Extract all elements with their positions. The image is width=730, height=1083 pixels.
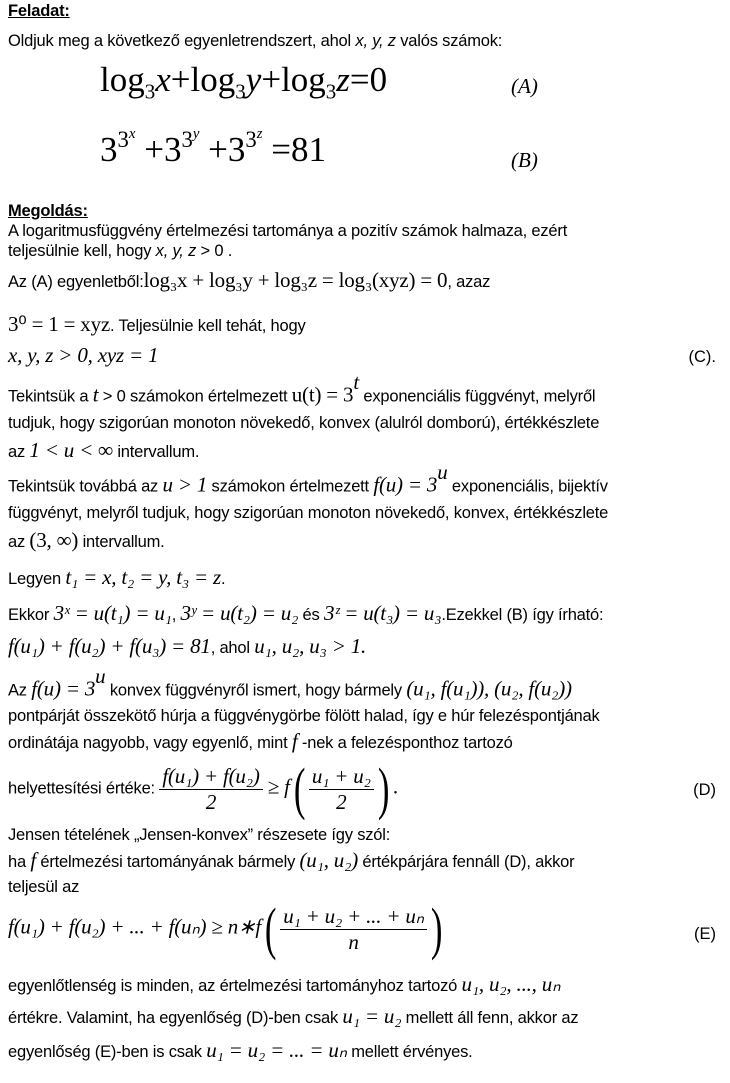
p17-a: értékre. Valamint, ha egyenlőség (D)-ben csak: [8, 1009, 343, 1027]
p10-line2: pontpárját összekötő húrja a függvénygörbe fölött halad, így e húr felezéspontjának: [8, 707, 600, 725]
b-base3: 3: [227, 130, 246, 169]
p11-end: .: [392, 774, 398, 799]
p5-l3-math: 1 < u < ∞: [29, 438, 113, 462]
p15-fraction: [280, 904, 427, 955]
p8-line: [8, 601, 603, 626]
p7-math: t₁ = x, t₂ = y, t₃ = z: [65, 565, 222, 589]
p17-math: u₁ = u₂: [342, 1004, 402, 1028]
p1-before: teljesülnie kell, hogy: [8, 242, 156, 260]
b-base2: 3: [163, 130, 182, 169]
p11-line: [8, 756, 398, 821]
left-paren-icon: (: [264, 896, 277, 961]
var-y: y: [245, 60, 262, 99]
p8-m3: 3ᶻ = u(t₃) = u₃: [323, 601, 442, 625]
p13-a: ha: [8, 853, 31, 871]
p10-line1: [8, 664, 572, 702]
p1-line2: [8, 242, 232, 261]
p4-math: x, y, z > 0, xyz = 1: [8, 343, 159, 367]
intro-before: Oldjuk meg a következő egyenletrendszert, ahol: [8, 32, 356, 50]
p17-b: mellett áll fenn, akkor az: [401, 1009, 579, 1027]
p2-line: [8, 268, 490, 293]
p10-b: konvex függvényről ismert, hogy bármely: [105, 681, 407, 700]
log-a3: log: [281, 60, 326, 99]
p2-prefix: Az (A) egyenletből:: [8, 273, 144, 291]
base-a3: 3: [325, 79, 337, 104]
p10-l3-b: -nek a felezésponthoz tartozó: [297, 734, 513, 752]
p2-math: log₃x + log₃y + log₃z = log₃(xyz) = 0: [143, 268, 448, 292]
p6-b: számokon értelmezett: [207, 477, 374, 496]
p5-exp: t: [353, 370, 359, 394]
p8-b: .Ezekkel (B) így írható:: [441, 606, 604, 624]
p11-a: helyettesítési értéke:: [8, 779, 160, 798]
p18-line: [8, 1038, 473, 1063]
plus-a2: +: [261, 60, 282, 99]
p3-line: [8, 312, 306, 337]
p6-l3-b: intervallum.: [78, 533, 165, 551]
intro-vars: x, y, z: [355, 32, 396, 50]
p14-line: teljesül az: [8, 878, 80, 896]
p15-den: n: [348, 929, 359, 954]
p11-inner-den: 2: [336, 789, 347, 814]
label-c: (C).: [688, 348, 716, 366]
p4-line: [8, 343, 158, 368]
p13-b: értelmezési tartományának bármely: [35, 853, 300, 871]
p18-math: u₁ = u₂ = ... = uₙ: [206, 1038, 347, 1062]
p12-line: Jensen tételének „Jensen-konvex” részesete így szól:: [8, 826, 391, 844]
task-intro: [8, 32, 502, 51]
p5-l3-a: az: [8, 443, 30, 461]
p11-geq: ≥ f: [262, 774, 290, 799]
right-paren-icon: ): [430, 896, 443, 961]
p10-line3: [8, 729, 513, 754]
p17-line: [8, 1004, 578, 1029]
p5-line3: [8, 438, 199, 463]
b-base1: 3: [100, 130, 118, 169]
p11-fraction: [159, 764, 262, 815]
p6-c: exponenciális, bijektív: [447, 477, 608, 496]
p16-line: [8, 972, 560, 997]
p15-line: [8, 896, 446, 961]
var-x: x: [155, 60, 171, 99]
p3-math: 3⁰ = 1 = xyz: [8, 312, 111, 336]
p5-c: exponenciális függvényt, melyről: [358, 387, 596, 406]
solution-heading: Megoldás:: [8, 202, 88, 220]
p10-math1: f(u) = 3: [31, 676, 96, 701]
plus-a1: +: [170, 60, 191, 99]
p6-line2: függvényt, melyről tudjuk, hogy szigorúan monoton növekedő, konvex, értékkészlete: [8, 504, 609, 522]
b-plus2: +: [208, 130, 228, 169]
p1-after: > 0 .: [196, 242, 233, 260]
p8-m1: 3ˣ = u(t₁) = u₁: [53, 601, 172, 625]
p16-a: egyenlőtlenség is minden, az értelmezési tartományhoz tartozó: [8, 977, 462, 995]
p11-inner-num: u₁ + u₂: [309, 764, 374, 790]
p6-l3-a: az: [8, 533, 30, 551]
p13-c: értékpárjára fennáll (D), akkor: [358, 853, 575, 871]
p15-left: f(u₁) + f(u₂) + ... + f(uₙ) ≥ n∗f: [8, 914, 262, 939]
task-heading: Feladat:: [8, 2, 70, 20]
p11-den: 2: [205, 789, 217, 814]
var-z: z: [336, 60, 350, 99]
label-a: (A): [511, 74, 538, 98]
p9-line: [8, 634, 366, 659]
label-b: (B): [511, 148, 538, 172]
p8-m2: 3ʸ = u(t₂) = u₂: [180, 601, 299, 625]
p6-l3-math: (3, ∞): [29, 528, 79, 552]
p18-a: egyenlőség (E)-ben is csak: [8, 1043, 207, 1061]
p11-inner-fraction: [309, 764, 374, 815]
intro-after: valós számok:: [395, 32, 503, 50]
p11-num: f(u₁) + f(u₂): [159, 764, 262, 790]
p5-l3-b: intervallum.: [112, 443, 200, 461]
p8-sep: ,: [171, 606, 181, 624]
log-a1: log: [100, 60, 145, 99]
p3-suffix: . Teljesülnie kell tehát, hogy: [110, 317, 306, 335]
p7-a: Legyen: [8, 570, 66, 588]
p8-es: és: [298, 606, 324, 624]
b-exp-z: z: [256, 126, 263, 143]
p6-math2: f(u) = 3: [373, 472, 438, 497]
equation-a: [100, 60, 388, 104]
p9-math2: u₁, u₂, u₃ > 1.: [254, 634, 367, 658]
p6-line3: [8, 528, 165, 553]
base-a2: 3: [235, 79, 246, 104]
b-rhs: =81: [271, 130, 326, 169]
p10-l3-f: f: [291, 729, 298, 753]
b-plus1: +: [144, 130, 164, 169]
log-a2: log: [190, 60, 236, 99]
p13-math: (u₁, u₂): [299, 848, 359, 872]
p5-math: u(t) = 3: [291, 382, 354, 407]
p9-mid: , ahol: [210, 639, 255, 657]
p10-math2: (u₁, f(u₁)), (u₂, f(u₂)): [406, 676, 572, 701]
p1-vars: x, y, z: [155, 242, 197, 260]
p5-line1: [8, 370, 596, 408]
p9-math1: f(u₁) + f(u₂) + f(u₃) = 81: [8, 634, 211, 658]
b-exp-base3: 3: [245, 127, 257, 153]
p5-line2: tudjuk, hogy szigorúan monoton növekedő, konvex (alulról domború), értékkészlete: [8, 414, 600, 432]
p18-b: mellett érvényes.: [346, 1043, 473, 1061]
p7-b: .: [221, 570, 226, 588]
right-paren-icon: ): [377, 756, 390, 821]
b-exp-y: y: [192, 126, 200, 143]
label-d: (D): [693, 781, 716, 799]
b-exp-base2: 3: [181, 127, 193, 153]
p5-t: t: [92, 382, 99, 407]
p7-line: [8, 565, 225, 590]
equation-b: [100, 126, 326, 170]
p1-line1: A logaritmusfüggvény értelmezési tartománya a pozitív számok halmaza, ezért: [8, 222, 568, 240]
p16-math: u₁, u₂, ..., uₙ: [461, 972, 561, 996]
p15-num: u₁ + u₂ + ... + uₙ: [280, 904, 427, 930]
p5-a: Tekintsük a: [8, 387, 93, 406]
p10-a: Az: [8, 681, 32, 700]
b-exp-base1: 3: [117, 127, 129, 153]
p13-f: f: [30, 848, 36, 872]
label-e: (E): [694, 925, 716, 943]
p6-math1: u > 1: [162, 472, 208, 497]
p6-exp: u: [437, 460, 448, 484]
left-paren-icon: (: [293, 756, 306, 821]
p8-a: Ekkor: [8, 606, 54, 624]
p10-l3-a: ordinátája nagyobb, vagy egyenlő, mint: [8, 734, 292, 752]
base-a1: 3: [144, 79, 156, 104]
p5-b: > 0 számokon értelmezett: [98, 387, 292, 406]
p6-a: Tekintsük továbbá az: [8, 477, 163, 496]
p10-exp: u: [95, 664, 106, 688]
p6-line1: [8, 460, 608, 498]
p2-suffix: , azaz: [447, 273, 491, 291]
p13-line: [8, 848, 574, 873]
b-exp-x: x: [128, 126, 136, 143]
eq-a-rhs: =0: [349, 60, 388, 99]
